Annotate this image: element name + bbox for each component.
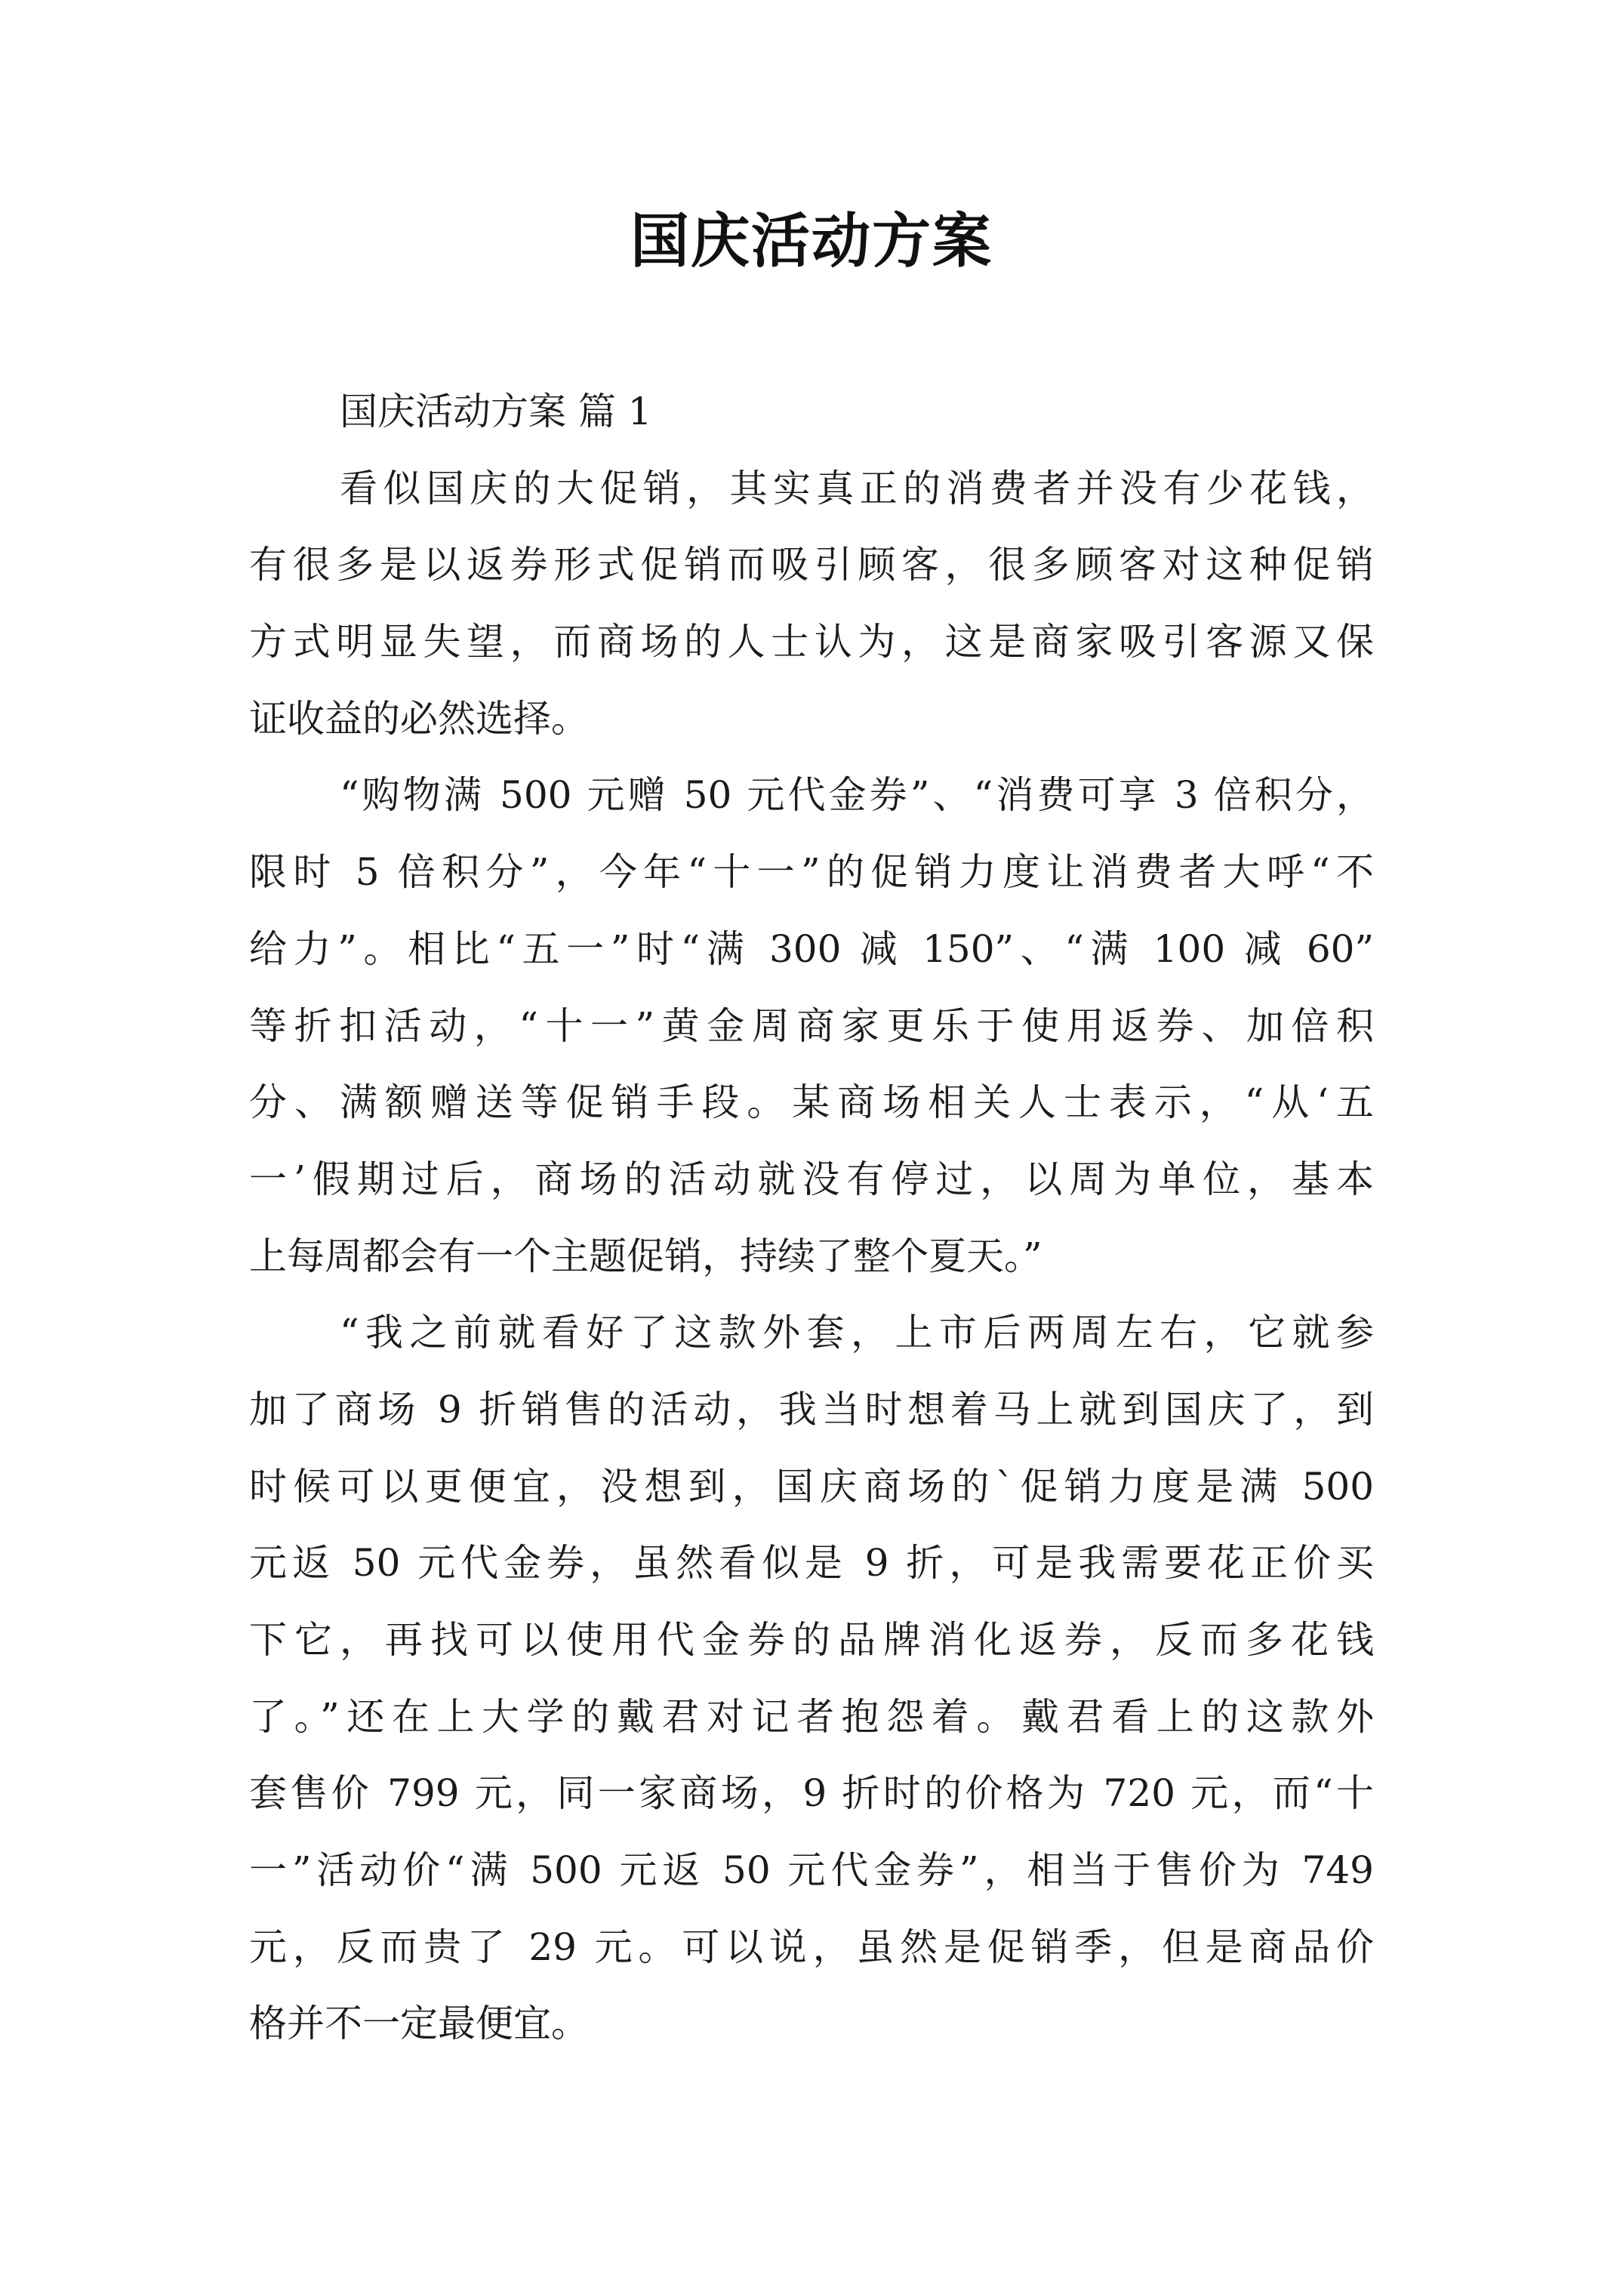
paragraph-1-line-4: 证收益的必然选择。 xyxy=(249,696,589,741)
paragraph-3-line-8: 一”活动价“满 500 元返 50 元代金券”，相当于售价为 749 xyxy=(249,1848,1374,1893)
paragraph-2-line-6: 一’假期过后，商场的活动就没有停过，以周为单位，基本 xyxy=(249,1157,1374,1201)
paragraph-2-line-4: 等折扣活动，“十一”黄金周商家更乐于使用返券、加倍积 xyxy=(249,1003,1374,1048)
document-body xyxy=(249,374,1374,2063)
paragraph-1-line-3: 方式明显失望，而商场的人士认为，这是商家吸引客源又保 xyxy=(249,620,1374,664)
document-title: 国庆活动方案 xyxy=(630,207,993,276)
section-heading: 国庆活动方案 篇 1 xyxy=(340,390,652,433)
paragraph-2-line-2: 限时 5 倍积分”，今年“十一”的促销力度让消费者大呼“不 xyxy=(249,850,1374,895)
paragraph-3-line-10: 格并不一定最便宜。 xyxy=(249,2002,589,2046)
paragraph-2-line-3: 给力”。相比“五一”时“满 300 减 150”、“满 100 减 60” xyxy=(249,926,1374,971)
paragraph-2-line-5: 分、满额赠送等促销手段。某商场相关人士表示，“从‘五 xyxy=(249,1080,1374,1125)
paragraph-3-line-3: 时候可以更便宜，没想到，国庆商场的`促销力度是满 500 xyxy=(249,1464,1374,1509)
paragraph-3-line-4: 元返 50 元代金券，虽然看似是 9 折，可是我需要花正价买 xyxy=(249,1541,1374,1586)
paragraph-3-line-9: 元，反而贵了 29 元。可以说，虽然是促销季，但是商品价 xyxy=(249,1925,1374,1969)
paragraph-1-line-2: 有很多是以返券形式促销而吸引顾客，很多顾客对这种促销 xyxy=(249,543,1374,587)
paragraph-2-line-1: “购物满 500 元赠 50 元代金券”、“消费可享 3 倍积分， xyxy=(340,773,1374,818)
paragraph-1-line-1: 看似国庆的大促销，其实真正的消费者并没有少花钱， xyxy=(340,466,1374,510)
paragraph-3-line-2: 加了商场 9 折销售的活动，我当时想着马上就到国庆了，到 xyxy=(249,1387,1374,1432)
paragraph-3-line-1: “我之前就看好了这款外套，上市后两周左右，它就参 xyxy=(340,1311,1374,1355)
paragraph-3-line-5: 下它，再找可以使用代金券的品牌消化返券，反而多花钱 xyxy=(249,1618,1374,1662)
paragraph-3-line-6: 了。”还在上大学的戴君对记者抱怨着。戴君看上的这款外 xyxy=(249,1694,1374,1739)
paragraph-2-line-7: 上每周都会有一个主题促销，持续了整个夏天。” xyxy=(249,1234,1042,1278)
paragraph-3-line-7: 套售价 799 元，同一家商场，9 折时的价格为 720 元，而“十 xyxy=(249,1771,1374,1816)
